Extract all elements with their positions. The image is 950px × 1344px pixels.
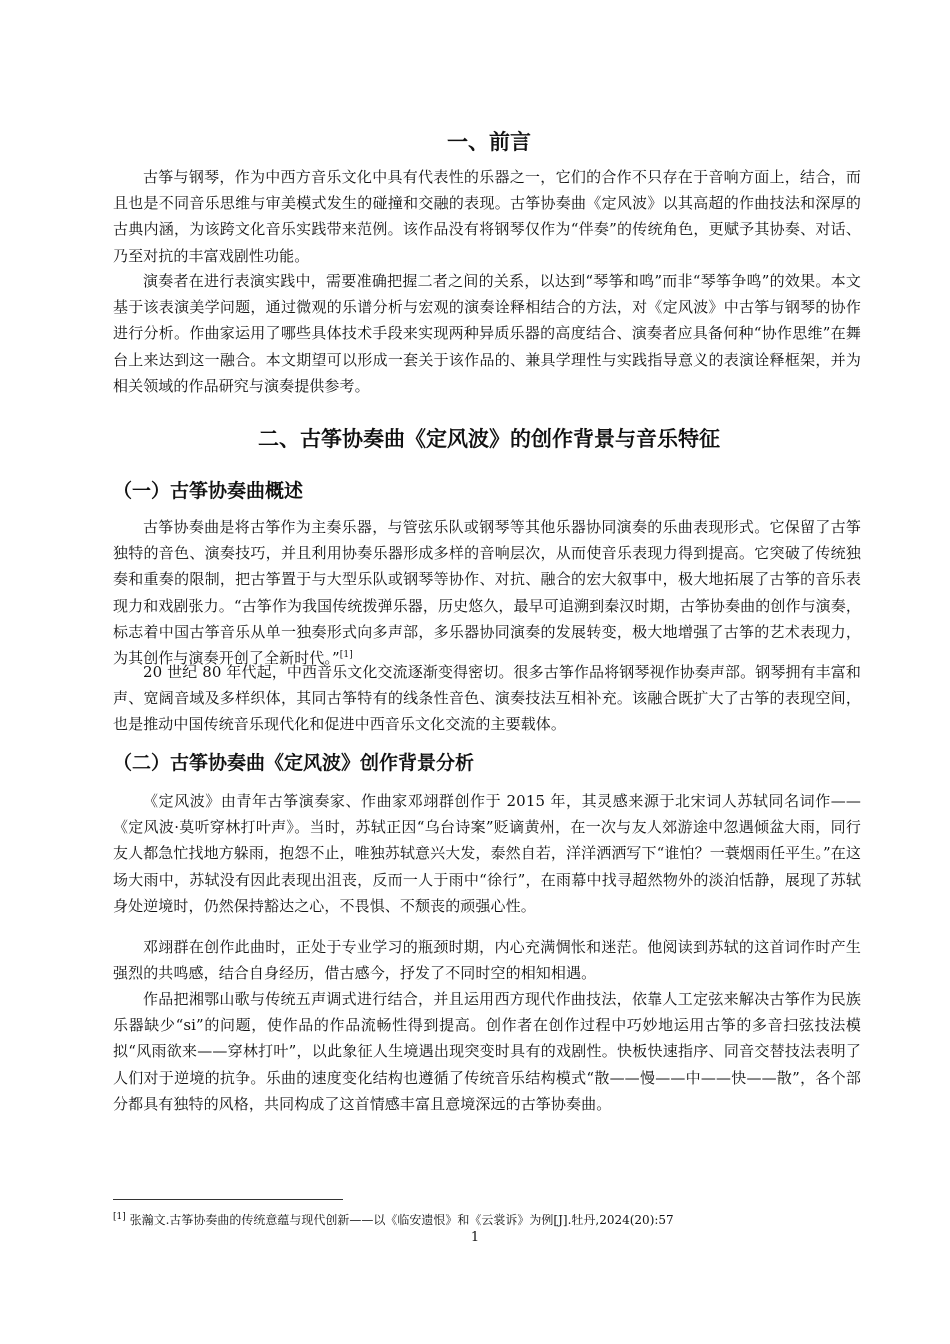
section-1-title: 一、前言 xyxy=(447,130,531,154)
footnote-text: 张瀚文.古筝协奏曲的传统意蕴与现代创新——以《临安遗恨》和《云裳诉》为例[J].牡丹,2024(20):57 xyxy=(129,1213,674,1227)
footnote-divider xyxy=(113,1199,343,1200)
subsection-2-1-paragraph-2: 20 世纪 80 年代起，中西音乐文化交流逐渐变得密切。很多古筝作品将钢琴视作协奏声部。钢琴拥有丰富和声、宽阔音域及多样织体，其同古筝特有的线条性音色、演奏技法互相补充。该融合既扩大了古筝的表现空间，也是推动中国传统音乐现代化和促进中西音乐文化交流的主要载体。 xyxy=(113,663,861,734)
subsection-2-2-paragraph-3: 作品把湘鄂山歌与传统五声调式进行结合，并且运用西方现代作曲技法，依靠人工定弦来解决古筝作为民族乐器缺少“si”的问题，使作品的作品流畅性得到提高。创作者在创作过程中巧妙地运用古筝的多音扫弦技法模拟“风雨欲来——穿林打叶”，以此象征人生境遇出现突变时具有的戏剧性。快板快速指序、同音交替技法表明了人们对于逆境的抗争。乐曲的速度变化结构也遵循了传统音乐结构模式“散——慢——中——快——散”，各个部分都具有独特的风格，共同构成了这首情感丰富且意境深远的古筝协奏曲。 xyxy=(113,990,861,1113)
citation-marker: [1] xyxy=(339,650,353,661)
subsection-2-2-paragraph-2: 邓翊群在创作此曲时，正处于专业学习的瓶颈时期，内心充满惆怅和迷茫。他阅读到苏轼的这首词作时产生强烈的共鸣感，结合自身经历，借古感今，抒发了不同时空的相知相遇。 xyxy=(113,938,861,983)
footnote xyxy=(113,1212,873,1228)
section-1-paragraph-1: 古筝与钢琴，作为中西方音乐文化中具有代表性的乐器之一，它们的合作不只存在于音响方面上，结合，而且也是不同音乐思维与审美模式发生的碰撞和交融的表现。古筝协奏曲《定风波》以其高超的作曲技法和深厚的古典内涵，为该跨文化音乐实践带来范例。该作品没有将钢琴仅作为“伴奏”的传统角色，更赋予其协奏、对话、乃至对抗的丰富戏剧性功能。 xyxy=(113,168,861,265)
footnote-marker: [1] xyxy=(113,1212,126,1222)
subsection-2-2-paragraph-1: 《定风波》由青年古筝演奏家、作曲家邓翊群创作于 2015 年，其灵感来源于北宋词人苏轼同名词作——《定风波·莫听穿林打叶声》。当时，苏轼正因“乌台诗案”贬谪黄州，在一次与友人郊游途中忽遇倾盆大雨，同行友人都急忙找地方躲雨，抱怨不止，唯独苏轼意兴大发，泰然自若，洋洋洒洒写下“谁怕？一蓑烟雨任平生。”在这场大雨中，苏轼没有因此表现出沮丧，反而一人于雨中“徐行”，在雨幕中找寻超然物外的淡泊恬静，展现了苏轼身处逆境时，仍然保持豁达之心，不畏惧、不颓丧的顽强心性。 xyxy=(113,792,861,915)
subsection-2-2-title: （二）古筝协奏曲《定风波》创作背景分析 xyxy=(113,752,475,774)
subsection-2-1-title: （一）古筝协奏曲概述 xyxy=(113,480,304,502)
section-2-title: 二、古筝协奏曲《定风波》的创作背景与音乐特征 xyxy=(258,427,720,451)
subsection-2-1-paragraph-1 xyxy=(113,514,861,671)
paragraph-text: 古筝协奏曲是将古筝作为主奏乐器，与管弦乐队或钢琴等其他乐器协同演奏的乐曲表现形式。它保留了古筝独特的音色、演奏技巧，并且利用协奏乐器形成多样的音响层次，从而使音乐表现力得到提高。它突破了传统独奏和重奏的限制，把古筝置于与大型乐队或钢琴等协作、对抗、融合的宏大叙事中，极大地拓展了古筝的音乐表现力和戏剧张力。“古筝作为我国传统拨弹乐器，历史悠久，最早可追溯到秦汉时期，古筝协奏曲的创作与演奏，标志着中国古筝音乐从单一独奏形式向多声部，多乐器协同演奏的发展转变，极大地增强了古筝的艺术表现力，为其创作与演奏开创了全新时代。” xyxy=(113,518,861,668)
section-1-paragraph-2: 演奏者在进行表演实践中，需要准确把握二者之间的关系，以达到“琴筝和鸣”而非“琴筝争鸣”的效果。本文基于该表演美学问题，通过微观的乐谱分析与宏观的演奏诠释相结合的方法，对《定风波》中古筝与钢琴的协作进行分析。作曲家运用了哪些具体技术手段来实现两种异质乐器的高度结合、演奏者应具备何种“协作思维”在舞台上来达到这一融合。本文期望可以形成一套关于该作品的、兼具学理性与实践指导意义的表演诠释框架，并为相关领域的作品研究与演奏提供参考。 xyxy=(113,272,861,395)
page-number: 1 xyxy=(470,1230,480,1245)
